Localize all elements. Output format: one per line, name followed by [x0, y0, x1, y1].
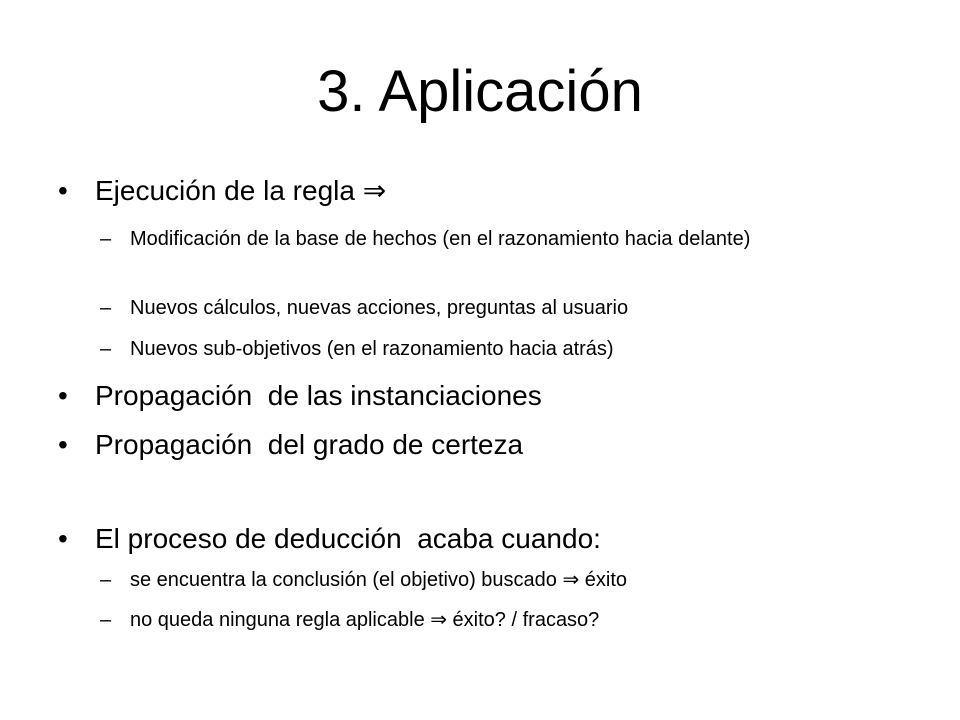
bullet-marker: •	[58, 429, 68, 460]
sub-item-text: se encuentra la conclusión (el objetivo) buscado ⇒ éxito	[130, 569, 628, 591]
slide-title: 3. Aplicación	[317, 59, 643, 124]
bullet-text: Propagación del grado de certeza	[95, 429, 524, 460]
dash-marker: –	[100, 569, 112, 591]
dash-marker: –	[100, 228, 112, 250]
sub-item-text: no queda ninguna regla aplicable ⇒ éxito? / fracaso?	[130, 609, 600, 631]
dash-marker: –	[100, 338, 112, 360]
bullet-text: El proceso de deducción acaba cuando:	[95, 523, 601, 554]
bullet-marker: •	[58, 175, 68, 206]
sub-item-text: Modificación de la base de hechos (en el razonamiento hacia delante)	[130, 228, 751, 250]
bullet-marker: •	[58, 380, 68, 411]
bullet-marker: •	[58, 523, 68, 554]
sub-item-text: Nuevos cálculos, nuevas acciones, preguntas al usuario	[130, 297, 629, 319]
bullet-text: Ejecución de la regla ⇒	[95, 175, 387, 206]
sub-item-text: Nuevos sub-objetivos (en el razonamiento hacia atrás)	[130, 338, 614, 360]
dash-marker: –	[100, 609, 112, 631]
dash-marker: –	[100, 297, 112, 319]
bullet-text: Propagación de las instanciaciones	[95, 380, 542, 411]
